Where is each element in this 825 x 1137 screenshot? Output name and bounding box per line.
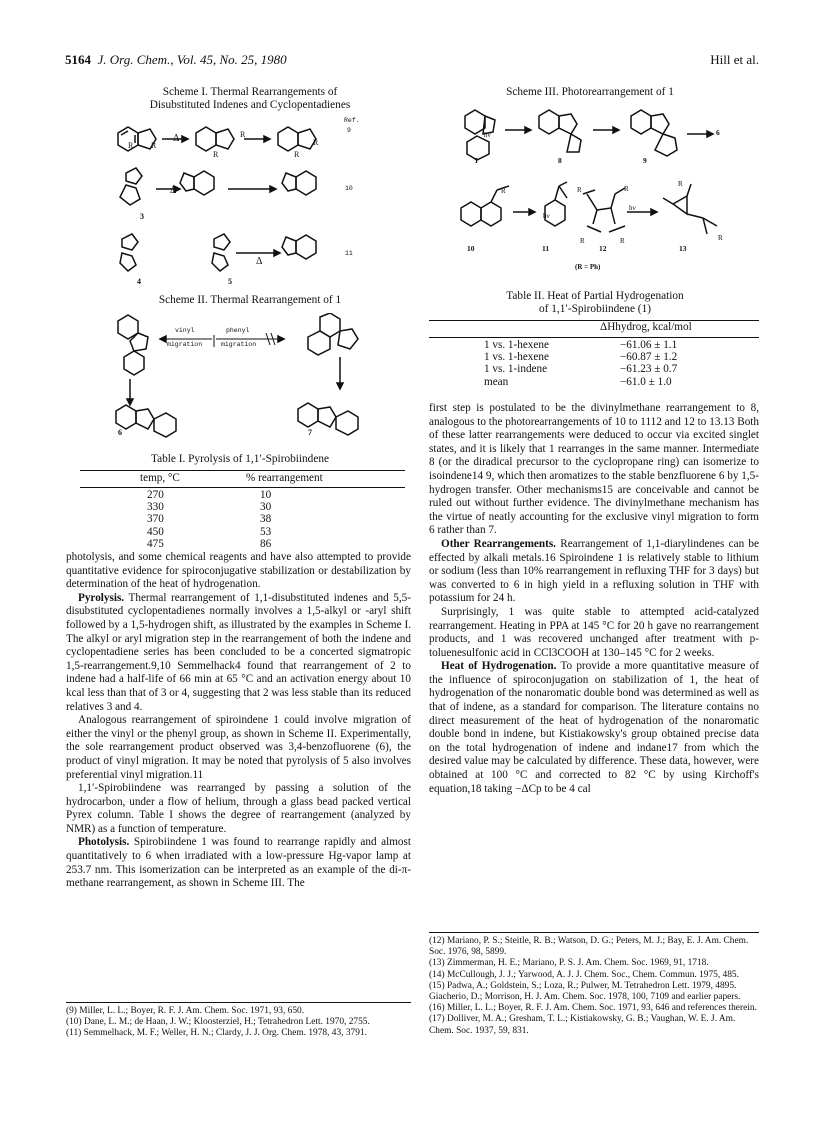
section-heading: Photolysis. [78,836,130,849]
section-heading: Other Rearrangements. [441,537,556,550]
scheme-2-label-6: 6 [118,428,122,437]
footnote: (9) Miller, L. L.; Boyer, R. F. J. Am. Chem. Soc. 1971, 93, 650. [66,1006,305,1016]
scheme-3-label-9: 9 [643,156,647,165]
table-1-header-rule [80,487,405,488]
scheme-3-label-13: 13 [679,244,687,253]
table-2-dh-cell: −61.23 ± 0.7 [620,363,678,376]
scheme-1-label-5: 5 [228,277,232,286]
scheme-3-r: R [718,234,723,242]
scheme-1-label-r3: R [240,130,246,139]
table-2-top-rule [429,320,759,321]
table-1-temp-column [147,489,164,550]
scheme-3-r: R [580,237,585,245]
table-1-temp-cell: 330 [147,501,164,514]
scheme-1-label-r4: R [213,150,219,159]
compound-3-product-b [282,171,316,195]
compound-3-structure [120,168,142,205]
table-2-title-line1: Table II. Heat of Partial Hydrogenation [506,290,684,302]
paragraph: Analogous rearrangement of spiroindene 1 could involve migration of either the vinyl or the phenyl group, as shown in Scheme II. Experimentally, the sole rearrangement product observed was 3,4-benzofluorene (6), the product of vinyl migration. It may be noted that pyrolysis of 5 also involves preferential vinyl migration.11 [66,714,411,781]
footnote: (10) Dane, L. M.; de Haan, J. W.; Kloosterziel, H.; Tetrahedron Lett. 1970, 2755. [66,1017,370,1028]
page-number: 5164 [65,52,91,67]
scheme-1-label-r5: R [313,138,319,147]
paragraph [429,660,759,796]
paragraph [66,836,411,890]
table-1-rearr-cell: 30 [260,501,272,514]
table-2-dh-cell: −61.0 ± 1.0 [620,375,672,388]
scheme-3-r: R [577,186,582,194]
section-heading: Heat of Hydrogenation. [441,660,557,673]
scheme-3-label-6: 6 [716,128,720,137]
paragraph-body: To provide a more quantitative measure of the influence of spiroconjugation on stabilization of 1, the heat of hydrogenation of the nonaromatic double bond was determined as well as that of indene, as a standard for comparison. The literature contains no direct measurement of the heat of hydrogenation of the nonaromatic double bond in indene, but Kistiakowsky's group obtained precise data on the total hydrogenation of indene and indane17 from which the desired value may be calculated by difference. These data, however, were obtained at 100 °C and corrected to 82 °C by using Kirchoff's equation,18 taking −ΔCp to be 4 cal [429,660,759,795]
footnote: (12) Mariano, P. S.; Steitle, R. B.; Watson, D. G.; Peters, M. J.; Bay, E. J. Am. Chem. Soc. 1976, 98, 5899. [429,936,749,958]
scheme-1-ref-9: 9 [347,127,351,134]
table-1-title: Table I. Pyrolysis of 1,1′-Spirobiindene [150,453,329,465]
paragraph-body: Spirobiindene 1 was found to rearrange rapidly and almost quantitatively to 6 when irradiated with a low-pressure Hg-vapor lamp at 253.7 nm. This isomerization can be interpreted as an example of the di-π-methane rearrangement, as shown in Scheme III. The [66,836,411,890]
scheme-1-figure [110,113,370,291]
scheme-1-label-r2: R [151,141,157,150]
right-column-text [429,402,759,796]
table-2-header-rule [429,337,759,338]
scheme-1-delta-2: Δ [170,185,177,196]
table-2-dh-cell: −60.87 ± 1.2 [620,351,678,364]
scheme-3-hv-3: hν [629,204,636,212]
compound-5-product [282,235,316,259]
compound-5-structure [212,234,230,271]
table-2-sample-cell: 1 vs. 1-hexene [484,351,549,364]
scheme-1-title [100,86,400,112]
table-2-sample-column [484,339,549,388]
scheme-1-title-line2: Disubstituted Indenes and Cyclopentadienes [149,99,351,111]
table-1-top-rule [80,470,405,471]
scheme-3-label-1: I [475,156,478,165]
footnote: (16) Miller, L. L.; Boyer, R. F. J. Am. Chem. Soc. 1971, 93, 646 and references therein. [429,1003,757,1014]
scheme-3-label-10: 10 [467,244,475,253]
table-2-sample-cell: 1 vs. 1-indene [484,363,548,376]
indene-3-structure [278,127,319,151]
scheme-3-title: Scheme III. Photorearrangement of 1 [506,86,674,98]
scheme-3-label-8: 8 [558,156,562,165]
footnote: (15) Padwa, A.; Goldstein, S.; Loza, R.; Pulwer, M. Tetrahedron Lett. 1979, 4895. Giacherio, D.; Morrison, H. J. Am. Chem. Soc. 1978, 100, 7109 and earlier papers. [429,980,741,1003]
scheme-1-ref-10: 10 [345,185,353,192]
footnote: (14) McCullough, J. J.; Yarwood, A. J. J. Chem. Soc., Chem. Commun. 1975, 485. [429,969,739,980]
left-footnotes [66,1006,411,1040]
paragraph-body: Thermal rearrangement of 1,1-disubstituted indenes and 5,5-disubstituted cyclopentadienes normally involves a 1,5-alkyl or -aryl shift followed by a 1,5-hydrogen shift, as illustrated by the examples in Scheme I. The alkyl or aryl migration step in the rearrangement of both the indene and cyclopentadiene series has been concluded to be a concerted sigmatropic 1,5-rearrangement.9,10 Semmelhack4 found that rearrangement of 2 to indene had a half-life of 66 min at 65 °C and an activation energy about 10 kcal less than that of 3 or 4, suggesting that 2 was less stable than its reduced relatives 3 and 4. [66,591,411,713]
scheme-3-r: R [501,187,506,195]
scheme-3-hv-2: hν [543,212,550,220]
paragraph [66,592,411,714]
benzofluorene-7-precursor [308,313,358,355]
paragraph: 1,1′-Spirobiindene was rearranged by passing a solution of the hydrocarbon, under a flow of helium, through a glass bead packed vertical Pyrex column. Table I shows the degree of rearrangement (analyzed by NMR) as a function of temperature. [66,782,411,835]
paragraph: first step is postulated to be the divinylmethane rearrangement to 8, analogous to the photorearrangements of 10 to 1112 and 12 to 13.13 Both of these latter rearrangements were deduced to occur via excited singlet states, and it is likely that 1 rearranges in the same manner. Intermediate 8 (or the diradical precursor to the cyclopropane ring) can isomerize to isoindene14 9, which then aromatizes to the stable benzfluorene 6 by 1,5-hydrogen transfer. Other mechanisms15 are conceivable and cannot be ruled out without further evidence. The divinylmethane mechanism has the virtue of neatly accounting for the exclusive vinyl migration to form 6 rather than 7. [429,402,759,537]
scheme-1-ref-11: 11 [345,250,353,257]
table-1-rearr-cell: 38 [260,513,272,526]
scheme-2-vinyl: vinyl [175,327,195,334]
footnote: (11) Semmelhack, M. F.; Weller, H. N.; Clardy, J. J. Org. Chem. 1978, 43, 3791. [66,1028,367,1039]
scheme-2-title: Scheme II. Thermal Rearrangement of 1 [158,294,342,306]
table-2-title-line2: of 1,1′-Spirobiindene (1) [539,303,651,315]
compound-3-product-a [180,171,214,195]
compound-4-structure [120,234,138,271]
scheme-3-r: R [624,185,629,193]
right-footnotes [429,936,759,1037]
scheme-1-label-3: 3 [140,212,144,221]
scheme-3-hv-1: hν [484,131,491,139]
table-2-sample-cell: 1 vs. 1-hexene [484,339,549,351]
section-heading: Pyrolysis. [78,591,125,604]
scheme-1-label-r6: R [294,150,300,159]
left-column-text [66,551,411,891]
table-2-dh-cell: −61.06 ± 1.1 [620,339,678,351]
scheme-3-label-11: 11 [542,244,550,253]
header-authors: Hill et al. [710,52,759,67]
scheme-3-r: R [620,237,625,245]
benzofluorene-7-structure [298,403,358,435]
scheme-2-label-7: 7 [308,428,312,437]
table-2-col-dh: ΔHhydrog, kcal/mol [600,321,692,333]
running-header [65,52,759,70]
table-1-temp-cell: 270 [147,489,164,501]
table-1-temp-cell: 450 [147,525,164,538]
scheme-3-r: R [678,180,683,188]
table-2-dh-column [620,339,677,388]
right-footnote-rule [429,932,759,933]
table-1-col-rearr: % rearrangement [246,472,323,484]
scheme-1-ref-head: Ref. [344,117,360,124]
scheme-3-r-note: (R = Ph) [575,263,601,271]
table-2-sample-cell: mean [484,375,509,388]
scheme-1-label-4: 4 [137,277,141,286]
scheme-2-phenyl: phenyl [226,327,250,334]
indene-2-structure [196,127,234,151]
footnote: (17) Dolliver, M. A.; Gresham, T. L.; Kistiakowsky, G. B.; Vaughan, W. E. J. Am. Chem. Soc. 1937, 59, 831. [429,1014,736,1036]
footnote: (13) Zimmerman, H. E.; Mariano, P. S. J. Am. Chem. Soc. 1969, 91, 1718. [429,958,709,969]
volume-info: Vol. 45, No. 25, 1980 [176,52,287,67]
table-1-rearr-cell: 86 [260,537,272,550]
table-1-temp-cell: 475 [147,537,164,550]
scheme-2-migration-vinyl: migration [167,341,203,348]
table-1-col-temp: temp, °C [140,472,180,484]
compound-9-structure [631,110,677,156]
compound-13-structure [663,184,717,234]
paragraph: photolysis, and some chemical reagents and have also attempted to provide quantitative evidence for spiroconjugative stabilization or destabilization by determination of the heat of hydrogenation. [66,551,411,591]
compound-12-structure [583,188,625,232]
paragraph-body: Rearrangement of 1,1-diarylindenes can be effected by alkali metals.16 Spiroindene 1 is relatively stable to lithium or sodium (less than 10% rearrangement in refluxing THF for 3 days) but was converted to 6 in high yield in a refluxing solution in THF with potassium for 24 h. [429,537,759,605]
benzofluorene-6-structure [116,405,176,437]
compound-8-structure [539,110,581,152]
spirobiindene-structure [118,315,148,375]
scheme-1-delta-3: Δ [256,256,263,267]
table-1-rearr-cell: 53 [260,525,272,538]
journal-name: J. Org. Chem., [97,52,174,67]
left-footnote-rule [66,1002,411,1003]
scheme-1-delta-1: Δ [173,133,180,144]
scheme-1-title-line1: Scheme I. Thermal Rearrangements of [162,86,338,98]
table-2-title [450,290,740,316]
scheme-1-label-r1: R [128,141,134,150]
table-1-rearr-column [260,489,271,550]
table-1-rearr-cell: 10 [260,489,272,501]
paragraph: Surprisingly, 1 was quite stable to attempted acid-catalyzed rearrangement. Heating in PPA at 145 °C for 20 h gave no rearrangement products, and 1 was recovered unchanged after treatment with p-toluenesulfonic acid in CCl3COOH at 130–145 °C for 2 weeks. [429,605,759,659]
table-1-temp-cell: 370 [147,513,164,526]
header-left [65,52,287,68]
scheme-2-migration-phenyl: migration [221,341,257,348]
scheme-3-label-12: 12 [599,244,607,253]
paragraph [429,538,759,606]
